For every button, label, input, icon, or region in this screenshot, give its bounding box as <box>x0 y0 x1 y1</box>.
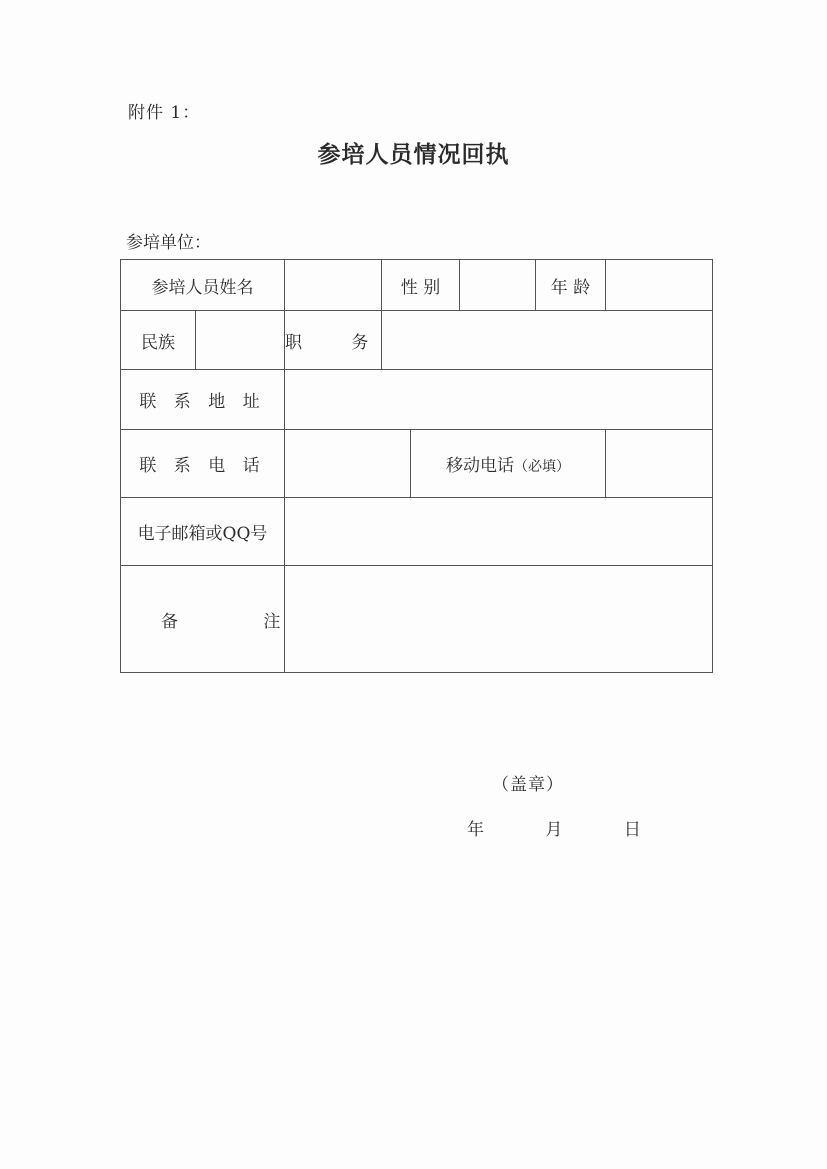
position-field[interactable] <box>382 311 713 370</box>
age-label-cell <box>536 260 606 311</box>
year-label: 年 <box>467 820 484 840</box>
unit-label: 参培单位： <box>126 233 211 253</box>
ethnicity-label: 民族 <box>141 332 175 353</box>
date-line <box>467 815 641 840</box>
name-label-cell <box>121 260 285 311</box>
address-label-cell <box>121 370 285 430</box>
phone-label-cell <box>121 430 285 498</box>
age-label: 年 龄 <box>550 277 591 298</box>
month-label: 月 <box>545 820 563 840</box>
name-label: 参培人员姓名 <box>151 277 254 298</box>
ethnicity-field[interactable] <box>196 311 285 370</box>
address-label: 联 系 地 址 <box>139 392 266 412</box>
phone-label: 联 系 电 话 <box>139 456 266 476</box>
age-field[interactable] <box>606 260 713 311</box>
position-label: 职 务 <box>285 332 391 353</box>
gender-field[interactable] <box>460 260 536 311</box>
table-row <box>121 260 713 311</box>
email-label: 电子邮箱或QQ号 <box>137 524 268 544</box>
address-field[interactable] <box>285 370 713 430</box>
email-label-cell <box>121 498 285 566</box>
ethnicity-label-cell <box>121 311 196 370</box>
gender-label: 性 别 <box>400 277 441 298</box>
position-label-cell <box>285 311 391 370</box>
table-row <box>121 370 713 430</box>
table-row <box>121 430 713 498</box>
email-field[interactable] <box>285 498 713 566</box>
remarks-field[interactable] <box>285 566 713 673</box>
mobile-required-note: （必填） <box>514 459 570 475</box>
gender-label-cell <box>382 260 460 311</box>
mobile-label: 移动电话 <box>446 456 514 476</box>
seal-label: （盖章） <box>492 775 564 795</box>
mobile-label-cell <box>411 430 606 498</box>
remarks-label-cell <box>121 566 321 673</box>
registration-form-table <box>120 259 713 673</box>
table-row <box>121 566 713 673</box>
phone-field[interactable] <box>285 430 411 498</box>
page-title: 参培人员情况回执 <box>317 141 510 168</box>
name-field[interactable] <box>285 260 382 311</box>
mobile-field[interactable] <box>606 430 713 498</box>
attachment-label: 附件 1： <box>128 103 201 123</box>
day-label: 日 <box>623 820 641 840</box>
table-row <box>121 311 713 370</box>
remarks-label: 备 注 <box>161 611 321 632</box>
table-row <box>121 498 713 566</box>
